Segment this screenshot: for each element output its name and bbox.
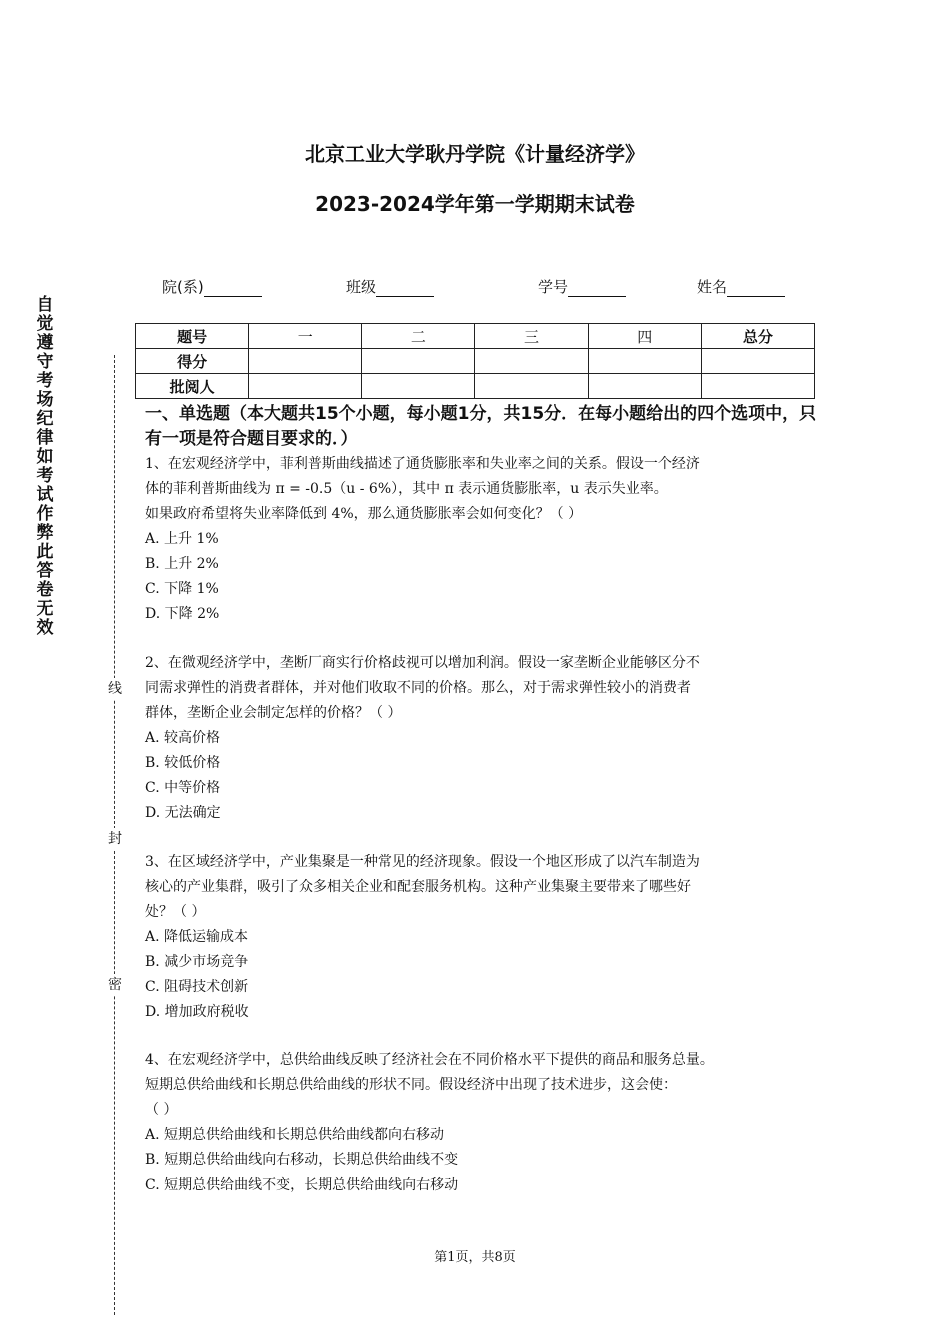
question-stem-line: 如果政府希望将失业率降低到 4%，那么通货膨胀率会如何变化？（ ）: [145, 506, 583, 522]
info-class-blank[interactable]: [376, 280, 434, 297]
info-name: [697, 276, 785, 297]
option-a[interactable]: A. 较高价格: [145, 730, 221, 746]
info-dept: [162, 276, 262, 297]
question-stem-line: 4、在宏观经济学中，总供给曲线反映了经济社会在不同价格水平下提供的商品和服务总量。: [145, 1052, 714, 1068]
option-a[interactable]: A. 降低运输成本: [145, 929, 249, 945]
option-b[interactable]: B. 减少市场竞争: [145, 954, 249, 970]
question-stem-line: 体的菲利普斯曲线为 π = -0.5（u - 6%），其中 π 表示通货膨胀率，u 表示失业率。: [145, 481, 668, 497]
question-4: [145, 1048, 835, 1198]
option-d[interactable]: D. 无法确定: [145, 805, 221, 821]
score-cell[interactable]: [249, 374, 362, 399]
question-stem-line: 核心的产业集群，吸引了众多相关企业和配套服务机构。这种产业集聚主要带来了哪些好: [145, 879, 691, 895]
option-d[interactable]: D. 下降 2%: [145, 606, 220, 622]
question-stem-line: 2、在微观经济学中，垄断厂商实行价格歧视可以增加利润。假设一家垄断企业能够区分不: [145, 655, 700, 671]
option-c[interactable]: C. 短期总供给曲线不变，长期总供给曲线向右移动: [145, 1177, 459, 1193]
question-1: [145, 452, 835, 627]
exam-title-line2: 2023-2024学年第一学期期末试卷: [315, 192, 635, 216]
score-cell[interactable]: [249, 349, 362, 374]
question-stem-line: 群体，垄断企业会制定怎样的价格？（ ）: [145, 705, 402, 721]
option-c[interactable]: C. 中等价格: [145, 780, 221, 796]
question-stem-line: 1、在宏观经济学中，菲利普斯曲线描述了通货膨胀率和失业率之间的关系。假设一个经济: [145, 456, 700, 472]
score-header-cell: 一: [249, 324, 362, 349]
question-stem-line: （ ）: [145, 1102, 178, 1118]
score-cell[interactable]: [588, 374, 701, 399]
score-table-row: [136, 349, 815, 374]
option-a[interactable]: A. 短期总供给曲线和长期总供给曲线都向右移动: [145, 1127, 445, 1143]
score-row-label: 得分: [136, 349, 249, 374]
option-b[interactable]: B. 短期总供给曲线向右移动，长期总供给曲线不变: [145, 1152, 459, 1168]
option-b[interactable]: B. 上升 2%: [145, 556, 219, 572]
question-stem-line: 短期总供给曲线和长期总供给曲线的形状不同。假设经济中出现了技术进步，这会使：: [145, 1077, 677, 1093]
info-dept-blank[interactable]: [204, 280, 262, 297]
score-cell[interactable]: [362, 374, 475, 399]
option-b[interactable]: B. 较低价格: [145, 755, 221, 771]
option-c[interactable]: C. 阻碍技术创新: [145, 979, 249, 995]
score-cell[interactable]: [475, 349, 588, 374]
score-header-cell: 三: [475, 324, 588, 349]
info-class-label: 班级: [346, 278, 377, 296]
score-header-cell: 总分: [701, 324, 814, 349]
question-3: [145, 850, 835, 1025]
cut-label-seal: 封: [106, 828, 124, 850]
info-id-label: 学号: [538, 278, 569, 296]
score-cell[interactable]: [701, 349, 814, 374]
score-header-cell: 二: [362, 324, 475, 349]
score-cell[interactable]: [475, 374, 588, 399]
cut-label-line: 线: [106, 678, 124, 700]
info-name-label: 姓名: [697, 278, 728, 296]
score-table: [135, 323, 815, 399]
score-cell[interactable]: [588, 349, 701, 374]
exam-title-line1: 北京工业大学耿丹学院《计量经济学》: [305, 142, 645, 166]
score-cell[interactable]: [362, 349, 475, 374]
info-class: [346, 276, 434, 297]
score-header-cell: 题号: [136, 324, 249, 349]
cut-label-secret: 密: [106, 974, 124, 996]
option-a[interactable]: A. 上升 1%: [145, 531, 219, 547]
score-table-header-row: [136, 324, 815, 349]
info-id: [538, 276, 626, 297]
exam-discipline-note: 自觉遵守考场纪律如考试作弊此答卷无效: [36, 295, 54, 638]
question-stem-line: 同需求弹性的消费者群体，并对他们收取不同的价格。那么，对于需求弹性较小的消费者: [145, 680, 691, 696]
info-id-blank[interactable]: [568, 280, 626, 297]
score-header-cell: 四: [588, 324, 701, 349]
info-dept-label: 院(系): [162, 278, 204, 296]
info-name-blank[interactable]: [727, 280, 785, 297]
score-row-label: 批阅人: [136, 374, 249, 399]
score-cell[interactable]: [701, 374, 814, 399]
question-stem-line: 处？（ ）: [145, 904, 206, 920]
option-d[interactable]: D. 增加政府税收: [145, 1004, 249, 1020]
page-footer: 第1页，共8页: [434, 1250, 516, 1265]
question-stem-line: 3、在区域经济学中，产业集聚是一种常见的经济现象。假设一个地区形成了以汽车制造为: [145, 854, 700, 870]
question-2: [145, 651, 835, 826]
score-table-row: [136, 374, 815, 399]
section-title: 一、单选题（本大题共15个小题，每小题1分，共15分．在每小题给出的四个选项中，只有一项是符合题目要求的．）: [145, 404, 817, 449]
option-c[interactable]: C. 下降 1%: [145, 581, 219, 597]
